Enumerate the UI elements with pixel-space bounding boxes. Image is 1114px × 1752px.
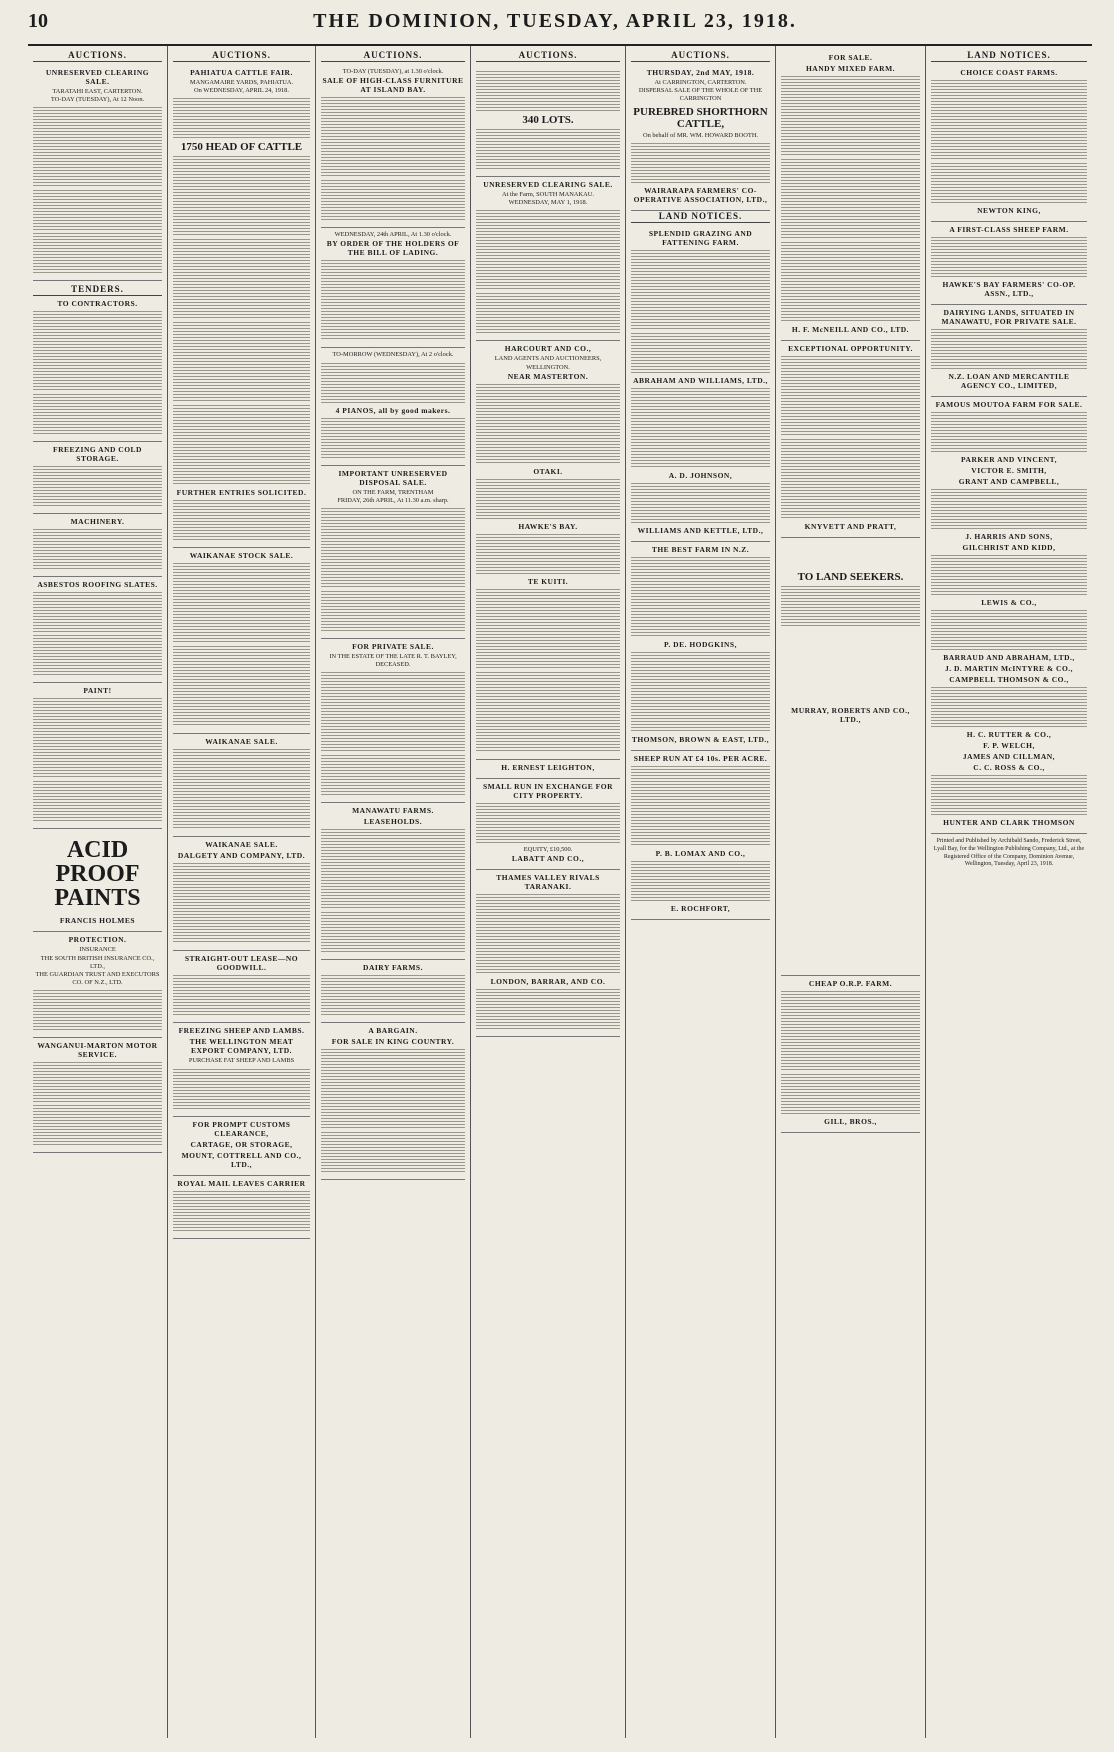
ad-bill-of-lading bbox=[321, 228, 465, 348]
ad-title: FOR PROMPT CUSTOMS CLEARANCE, bbox=[192, 1119, 291, 1138]
ad-line: THE SOUTH BRITISH INSURANCE CO., LTD., bbox=[40, 954, 155, 970]
ad-title: BY ORDER OF THE HOLDERS OF THE BILL OF LADING. bbox=[326, 239, 460, 258]
ad-title: FREEZING AND COLD STORAGE. bbox=[53, 445, 142, 464]
ad-title: UNRESERVED CLEARING SALE. bbox=[483, 180, 613, 189]
ad-fattening-farm bbox=[631, 226, 770, 542]
ad-title: N.Z. LOAN AND MERCANTILE AGENCY CO., LIMITED, bbox=[948, 372, 1070, 390]
ad-title: THURSDAY, 2nd MAY, 1918. bbox=[646, 68, 755, 77]
ad-title: IMPORTANT UNRESERVED DISPOSAL SALE. bbox=[338, 468, 448, 487]
ad-clearing-sale bbox=[33, 65, 162, 281]
ad-title: HAWKE'S BAY FARMERS' CO-OP. ASSN., LTD., bbox=[942, 280, 1076, 298]
ad-mixed-farm bbox=[781, 50, 920, 341]
ad-title: TE KUITI. bbox=[527, 576, 569, 586]
ad-title: BARRAUD AND ABRAHAM, LTD., bbox=[943, 653, 1075, 662]
ad-title: NEAR MASTERTON. bbox=[507, 371, 589, 381]
ad-manakau-sale bbox=[476, 177, 620, 341]
ad-headline: 1750 HEAD OF CATTLE bbox=[180, 141, 303, 154]
ad-motor-service bbox=[33, 1038, 162, 1153]
ad-best-farm bbox=[631, 542, 770, 751]
ad-title: THAMES VALLEY RIVALS TARANAKI. bbox=[496, 872, 600, 891]
ad-disposal-sale bbox=[321, 466, 465, 639]
ad-line: EQUITY, £10,500. bbox=[523, 845, 573, 853]
ad-when: TO-DAY (TUESDAY), At 12 Noon. bbox=[50, 96, 145, 104]
ad-dairy-farms bbox=[321, 960, 465, 1023]
ad-title: FREEZING SHEEP AND LAMBS. bbox=[178, 1026, 305, 1036]
ad-pianos bbox=[321, 348, 465, 465]
ad-title: HUNTER AND CLARK THOMSON bbox=[943, 818, 1075, 827]
ad-title: WAIKANAE STOCK SALE. bbox=[189, 551, 294, 561]
ad-title: NEWTON KING, bbox=[977, 206, 1041, 215]
columns bbox=[28, 46, 1092, 1738]
ad-title: EXCEPTIONAL OPPORTUNITY. bbox=[788, 344, 913, 353]
ad-lease bbox=[173, 951, 310, 1023]
ad-place: ON THE FARM, TRENTHAM bbox=[352, 488, 434, 496]
ad-title: HARCOURT AND CO., bbox=[504, 344, 592, 354]
ad-place: TARATAHI EAST, CARTERTON. bbox=[52, 88, 143, 95]
ad-insurance bbox=[33, 932, 162, 1038]
ad-title: LEWIS & CO., bbox=[981, 598, 1037, 607]
ad-line: IN THE ESTATE OF THE LATE R. T. BAYLEY, DECEASED. bbox=[329, 652, 457, 669]
ad-line: INSURANCE bbox=[79, 946, 116, 954]
ad-waikanae-stock bbox=[173, 548, 310, 734]
ad-thames-valley bbox=[476, 870, 620, 1037]
ad-opportunity bbox=[781, 341, 920, 538]
ad-title: FRANCIS HOLMES bbox=[59, 916, 136, 926]
ad-title: 4 PIANOS, all by good makers. bbox=[335, 405, 451, 415]
ad-title: E. ROCHFORT, bbox=[670, 903, 731, 913]
section-head: LAND NOTICES. bbox=[931, 50, 1087, 62]
ad-title: HANDY MIXED FARM. bbox=[805, 64, 896, 73]
ad-waikanae-sale-2 bbox=[173, 837, 310, 951]
ad-title: SALE OF HIGH-CLASS FURNITURE AT ISLAND BAY. bbox=[322, 76, 464, 95]
ad-title: THE WELLINGTON MEAT EXPORT COMPANY, LTD. bbox=[189, 1037, 294, 1056]
ad-title: FOR SALE. bbox=[828, 53, 873, 62]
ad-when: TO-DAY (TUESDAY), at 1.30 o'clock. bbox=[342, 68, 444, 75]
ad-title: MURRAY, ROBERTS AND CO., LTD., bbox=[791, 706, 910, 724]
ad-title: HAWKE'S BAY. bbox=[518, 521, 578, 531]
ad-title: J. HARRIS AND SONS, bbox=[965, 532, 1053, 541]
ad-title: DALGETY AND COMPANY, LTD. bbox=[177, 851, 306, 861]
ad-title: H. C. RUTTER & CO., bbox=[966, 730, 1052, 739]
column-3 bbox=[316, 46, 471, 1738]
ad-acid-proof bbox=[33, 829, 162, 932]
ad-sheep-farm bbox=[931, 222, 1087, 305]
ad-title: CHOICE COAST FARMS. bbox=[960, 68, 1058, 77]
ad-furniture-sale bbox=[321, 65, 465, 228]
ad-title: PARKER AND VINCENT, bbox=[961, 455, 1057, 464]
ad-title: DAIRY FARMS. bbox=[363, 963, 423, 973]
ad-title: P. DE. HODGKINS, bbox=[664, 639, 737, 649]
ad-title: PROTECTION. bbox=[68, 935, 127, 945]
page-number: 10 bbox=[28, 10, 48, 32]
ad-title: H. ERNEST LEIGHTON, bbox=[501, 762, 595, 772]
ad-title: LEASEHOLDS. bbox=[363, 817, 423, 827]
ad-place: MANGAMAIRE YARDS, PAHIATUA. bbox=[189, 79, 294, 86]
ad-machinery bbox=[33, 514, 162, 577]
ad-meat-export bbox=[173, 1023, 310, 1116]
ad-title: WAIRARAPA FARMERS' CO-OPERATIVE ASSOCIATION, LTD., bbox=[633, 185, 768, 204]
ad-title: SPLENDID GRAZING AND FATTENING FARM. bbox=[648, 228, 753, 247]
ad-sheep-run bbox=[631, 751, 770, 920]
ad-title: PAHIATUA CATTLE FAIR. bbox=[190, 68, 293, 77]
ad-paint bbox=[33, 683, 162, 829]
ad-dairying-lands bbox=[931, 305, 1087, 397]
ad-when: FRIDAY, 26th APRIL, At 11.30 a.m. sharp. bbox=[337, 496, 449, 504]
ad-title: A FIRST-CLASS SHEEP FARM. bbox=[949, 225, 1069, 234]
newspaper-title: THE DOMINION, TUESDAY, APRIL 23, 1918. bbox=[313, 10, 797, 32]
ad-when: WEDNESDAY, 24th APRIL, At 1.30 o'clock. bbox=[334, 231, 452, 239]
ad-asbestos bbox=[33, 577, 162, 683]
ad-title: J. D. MARTIN McINTYRE & CO., bbox=[944, 664, 1074, 673]
ad-when: On WEDNESDAY, APRIL 24, 1918. bbox=[194, 87, 289, 95]
section-head: LAND NOTICES. bbox=[631, 211, 770, 223]
section-head: AUCTIONS. bbox=[631, 50, 770, 62]
ad-title: C. C. ROSS & CO., bbox=[973, 763, 1045, 772]
ad-headline: PUREBRED SHORTHORN CATTLE, bbox=[633, 105, 768, 130]
ad-leighton bbox=[476, 760, 620, 779]
ad-title: A. D. JOHNSON, bbox=[668, 470, 733, 480]
ad-title: WAIKANAE SALE. bbox=[205, 737, 278, 747]
ad-moutoa bbox=[931, 397, 1087, 834]
section-head: AUCTIONS. bbox=[476, 50, 620, 62]
ad-title: GRANT AND CAMPBELL, bbox=[958, 477, 1060, 486]
ad-title: JAMES AND CILLMAN, bbox=[962, 752, 1056, 761]
ad-title: UNRESERVED CLEARING SALE. bbox=[45, 68, 150, 86]
ad-land-seekers bbox=[781, 538, 920, 976]
ad-title: STRAIGHT-OUT LEASE—NO GOODWILL. bbox=[184, 954, 299, 973]
column-6 bbox=[776, 46, 926, 1738]
ad-shorthorn-sale bbox=[631, 65, 770, 211]
ad-royal-mail bbox=[173, 1176, 310, 1239]
ad-title: VICTOR E. SMITH, bbox=[971, 466, 1047, 475]
ad-title: A BARGAIN. bbox=[368, 1026, 418, 1036]
ad-line: THE GUARDIAN TRUST AND EXECUTORS CO. OF N.Z., LTD. bbox=[35, 970, 160, 987]
column-4 bbox=[471, 46, 626, 1738]
ad-headline: 340 LOTS. bbox=[522, 114, 574, 126]
masthead bbox=[28, 10, 1092, 46]
ad-line: On behalf of MR. WM. HOWARD BOOTH. bbox=[642, 131, 759, 139]
ad-title: CHEAP O.R.P. FARM. bbox=[808, 979, 893, 988]
ad-title: H. F. McNEILL AND CO., LTD. bbox=[791, 325, 910, 334]
ad-title: FOR SALE IN KING COUNTRY. bbox=[331, 1037, 455, 1047]
ad-title: F. P. WELCH, bbox=[983, 741, 1035, 750]
ad-line: PURCHASE FAT SHEEP AND LAMBS bbox=[188, 1057, 295, 1065]
ad-title: TO CONTRACTORS. bbox=[57, 299, 138, 309]
ad-title: WAIKANAE SALE. bbox=[205, 840, 278, 850]
ad-cattle-fair bbox=[173, 65, 310, 548]
column-7 bbox=[926, 46, 1092, 1738]
ad-title: KNYVETT AND PRATT, bbox=[804, 522, 897, 531]
ad-title: THE BEST FARM IN N.Z. bbox=[651, 544, 750, 554]
ad-title: CARTAGE, OR STORAGE, bbox=[190, 1139, 293, 1149]
ad-title: P. B. LOMAX AND CO., bbox=[655, 848, 746, 858]
section-head: AUCTIONS. bbox=[33, 50, 162, 62]
ad-title: MACHINERY. bbox=[70, 517, 125, 527]
section-head: AUCTIONS. bbox=[321, 50, 465, 62]
ad-title: DAIRYING LANDS, SITUATED IN MANAWATU, FOR PRIVATE SALE. bbox=[941, 308, 1077, 326]
ad-title: FAMOUS MOUTOA FARM FOR SALE. bbox=[935, 400, 1083, 409]
section-head: AUCTIONS. bbox=[173, 50, 310, 62]
ad-tenders bbox=[33, 281, 162, 442]
column-2 bbox=[168, 46, 316, 1738]
ad-title: SMALL RUN IN EXCHANGE FOR CITY PROPERTY. bbox=[482, 781, 613, 800]
ad-manawatu-farms bbox=[321, 803, 465, 960]
ad-title: FURTHER ENTRIES SOLICITED. bbox=[176, 488, 307, 498]
ad-title: ABRAHAM AND WILLIAMS, LTD., bbox=[633, 375, 768, 385]
ad-line: DISPERSAL SALE OF THE WHOLE OF THE CARRINGTON bbox=[638, 87, 763, 103]
acid-banner: ACID PROOF PAINTS bbox=[54, 837, 141, 912]
ad-when: TO-MORROW (WEDNESDAY), At 2 o'clock. bbox=[332, 351, 454, 359]
ad-title: SHEEP RUN AT £4 10s. PER ACRE. bbox=[633, 753, 768, 763]
ad-bargain bbox=[321, 1023, 465, 1180]
ad-title: GILL, BROS., bbox=[824, 1117, 877, 1126]
ad-title: THOMSON, BROWN & EAST, LTD., bbox=[631, 734, 770, 744]
ad-headline: TO LAND SEEKERS. bbox=[797, 571, 904, 583]
ad-orp-farm bbox=[781, 976, 920, 1133]
ad-place: At CARRINGTON, CARTERTON. bbox=[654, 79, 747, 86]
ad-title: PAINT! bbox=[83, 686, 112, 696]
ad-customs bbox=[173, 1117, 310, 1176]
ad-harcourt bbox=[476, 341, 620, 759]
column-1 bbox=[28, 46, 168, 1738]
ad-title: ASBESTOS ROOFING SLATES. bbox=[37, 580, 158, 590]
ad-title: CAMPBELL THOMSON & CO., bbox=[949, 675, 1069, 684]
ad-title: FOR PRIVATE SALE. bbox=[352, 641, 434, 651]
ad-when: WEDNESDAY, MAY 1, 1918. bbox=[508, 199, 588, 207]
ad-title: MOUNT, COTTRELL AND CO., LTD., bbox=[181, 1150, 302, 1169]
ad-title: WILLIAMS AND KETTLE, LTD., bbox=[637, 525, 764, 535]
ad-title: ROYAL MAIL LEAVES CARRIER bbox=[177, 1178, 306, 1188]
ad-title: LABATT AND CO., bbox=[511, 853, 585, 863]
ad-title: LONDON, BARRAR, AND CO. bbox=[490, 976, 606, 986]
ad-title: WANGANUI-MARTON MOTOR SERVICE. bbox=[37, 1041, 158, 1060]
ad-private-sale bbox=[321, 639, 465, 803]
ad-coast-farms bbox=[931, 65, 1087, 222]
ad-freezing bbox=[33, 442, 162, 514]
ad-title: OTAKI. bbox=[533, 466, 563, 476]
ad-line: LAND AGENTS AND AUCTIONEERS, WELLINGTON. bbox=[494, 355, 602, 371]
column-5 bbox=[626, 46, 776, 1738]
ad-lots bbox=[476, 65, 620, 177]
ad-waikanae-sale bbox=[173, 734, 310, 837]
ad-title: MANAWATU FARMS. bbox=[352, 806, 434, 816]
ad-place: At the Farm, SOUTH MANAKAU. bbox=[502, 191, 594, 198]
ad-exchange bbox=[476, 779, 620, 870]
printer-imprint: Printed and Published by Archibald Sando, Frederick Street, Lyall Bay, for the Wellington Publishing Company, Ltd., at the Registered Office of the Company, Dominion Avenue, Wellington, Tuesday, April 23, 1918. bbox=[933, 838, 1085, 868]
ad-title: GILCHRIST AND KIDD, bbox=[962, 543, 1056, 552]
section-head: TENDERS. bbox=[33, 284, 162, 296]
